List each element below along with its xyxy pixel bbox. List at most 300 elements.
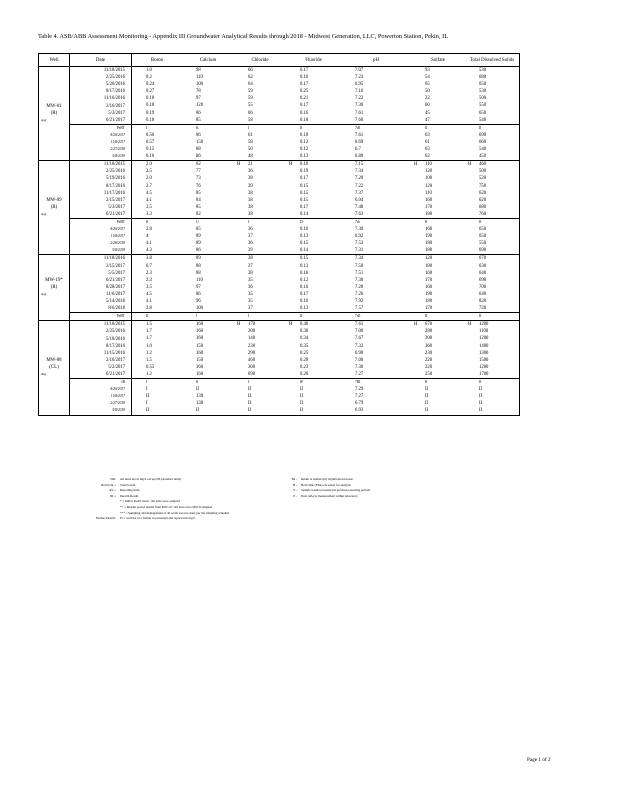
value-so: [411, 350, 465, 357]
value-text: 1300: [479, 350, 489, 356]
value-b: [132, 343, 183, 350]
value-text: 85: [196, 204, 201, 210]
value-text: 85: [196, 227, 201, 233]
value-cl: [234, 379, 286, 387]
value-text: 520: [479, 176, 487, 182]
value-so: [411, 102, 465, 109]
value-tds: [465, 400, 520, 407]
value-text: 1.2: [146, 350, 152, 356]
value-text: 6.80: [355, 154, 364, 160]
value-text: 2.8: [146, 306, 152, 312]
value-text: 77: [196, 169, 201, 175]
value-text: 50: [425, 89, 430, 95]
value-text: 85: [196, 190, 201, 196]
value-ca: [182, 211, 234, 219]
value-b: [132, 102, 183, 109]
value-text: 7.50: [355, 263, 364, 269]
sample-date: 11/16/2016: [70, 95, 132, 102]
value-text: 160: [196, 329, 204, 335]
value-ph: [341, 343, 411, 350]
page-number: Page 1 of 2: [527, 757, 551, 763]
well-gradient-tag: upgr: [41, 212, 47, 217]
value-text: II: [248, 387, 252, 393]
value-ph: [341, 211, 411, 219]
value-ph: [341, 146, 411, 153]
sample-date: IR: [70, 379, 132, 387]
note-key: Further Details:: [95, 516, 116, 521]
value-text: 63: [425, 132, 430, 138]
value-b: [132, 183, 183, 190]
value-text: 0.28: [300, 357, 309, 363]
table-row: [39, 407, 520, 415]
value-text: II: [300, 387, 304, 393]
value-so: [411, 139, 465, 146]
value-b: [132, 263, 183, 270]
value-b: [132, 277, 183, 284]
value-ph: [341, 305, 411, 313]
table-title: Table 4. ASB/ABB Assessment Monitoring - Appendix III Groundwater Analytical Results through 2018 - Midwest Generation, LLC, Powerton Station, Pekin, IL: [38, 33, 449, 40]
value-f: [286, 364, 341, 371]
value-tds: [465, 183, 520, 190]
value-so: [411, 371, 465, 379]
value-text: 50: [248, 147, 253, 153]
value-text: 0.16: [300, 270, 309, 276]
value-text: 4.5: [146, 291, 152, 297]
value-text: 1.7: [146, 336, 152, 342]
value-ca: [182, 183, 234, 190]
value-text: K: [196, 125, 199, 130]
value-text: 130: [196, 394, 204, 400]
value-so: [411, 335, 465, 342]
value-text: 7.61: [355, 110, 364, 116]
value-f: [286, 117, 341, 125]
legend-row: [39, 379, 520, 387]
value-b: [132, 305, 183, 313]
well-gradient-tag: upgr: [41, 118, 47, 123]
notes-right: [285, 477, 370, 499]
value-text: 0.19: [300, 169, 309, 175]
sample-date: 6/21/2017: [70, 371, 132, 379]
value-text: 160: [196, 350, 204, 356]
table-row: [39, 328, 520, 335]
value-text: 38: [248, 190, 253, 196]
notes-left: [82, 477, 229, 522]
table-row: [39, 197, 520, 204]
value-text: 7.57: [355, 306, 364, 312]
value-tds: [465, 233, 520, 240]
value-text: 73: [196, 176, 201, 182]
well-code: (R): [50, 205, 58, 211]
value-text: 170: [425, 204, 433, 210]
value-text: 62: [248, 75, 253, 81]
value-text: 61: [425, 139, 430, 145]
sample-date: 2/27/2018: [70, 400, 132, 407]
value-text: D: [300, 219, 303, 224]
value-ca: [182, 291, 234, 298]
table-row: [39, 284, 520, 291]
table-row: [39, 146, 520, 153]
sample-date: 8/17/2016: [70, 88, 132, 95]
value-text: 6.7: [355, 147, 361, 153]
value-text: 1.5: [146, 357, 152, 363]
value-text: 63: [425, 147, 430, 153]
value-cl: [234, 263, 286, 270]
value-text: 6.7: [146, 263, 152, 269]
value-b: [132, 110, 183, 117]
well-name: MW-09: [46, 198, 62, 204]
header-ph: pH: [341, 54, 411, 67]
value-text: 7.20: [355, 284, 364, 290]
value-text: 1500: [479, 357, 489, 363]
value-text: 0.12: [300, 139, 309, 145]
value-text: 1100: [479, 329, 489, 335]
value-text: 38: [248, 204, 253, 210]
value-text: 54: [425, 75, 430, 81]
value-b: [132, 218, 183, 226]
value-cl: [234, 218, 286, 226]
value-text: 0.18: [146, 103, 155, 109]
note-key: IR =: [110, 493, 116, 498]
value-text: 190: [425, 234, 433, 240]
sample-date: 5/3/2017: [70, 204, 132, 211]
value-ca: [182, 161, 234, 169]
value-cl: [234, 350, 286, 357]
value-text: 7rb: [355, 219, 360, 224]
value-text: 820: [479, 299, 487, 304]
value-text: 150: [196, 357, 204, 363]
sample-date: 5/2/2017: [70, 364, 132, 371]
well-id: [39, 67, 70, 161]
value-ca: [182, 321, 234, 329]
value-text: 7.61: [355, 322, 364, 328]
value-text: 130: [196, 401, 204, 407]
value-text: 98: [196, 68, 201, 73]
value-so: [411, 255, 465, 263]
value-so: [411, 88, 465, 95]
sample-date: PeBT: [70, 218, 132, 226]
table-row: [39, 305, 520, 313]
value-text: 64: [248, 82, 253, 88]
value-ph: [341, 139, 411, 146]
value-text: 7.61: [355, 132, 364, 138]
value-so: [411, 81, 465, 88]
note-text: All units are in mg/L except pH (standard units): [120, 477, 182, 481]
value-text: 100: [196, 306, 204, 312]
value-ca: [182, 270, 234, 277]
sample-date: 11/17/2016: [70, 190, 132, 197]
value-text: II: [300, 408, 304, 414]
value-text: 690: [479, 132, 487, 138]
value-f: [286, 110, 341, 117]
table-row: [39, 277, 520, 284]
value-so: [411, 343, 465, 350]
value-text: 230: [248, 343, 256, 349]
value-cl: [234, 240, 286, 247]
well-gradient-tag: dngr: [41, 372, 47, 377]
value-cl: [234, 190, 286, 197]
value-ca: [182, 313, 234, 321]
value-f: [286, 190, 341, 197]
note-key: Ba -: [291, 477, 297, 481]
value-ca: [182, 298, 234, 305]
value-so: [411, 284, 465, 291]
value-b: [132, 204, 183, 211]
value-text: 110: [425, 190, 432, 196]
value-text: 1.2: [146, 371, 152, 377]
value-so: [411, 197, 465, 204]
value-text: 7.29: [355, 387, 364, 393]
value-text: 62: [425, 154, 430, 160]
value-text: 7.07: [355, 68, 364, 73]
value-cl: [234, 132, 286, 139]
value-tds: [465, 139, 520, 146]
value-ca: [182, 240, 234, 247]
value-ca: [182, 284, 234, 291]
value-text: 7.22: [355, 183, 364, 189]
value-tds: [465, 335, 520, 342]
value-tds: [465, 240, 520, 247]
value-ph: [341, 183, 411, 190]
value-text: 7.60: [355, 117, 364, 123]
well-code: (R): [50, 111, 58, 117]
value-ca: [182, 277, 234, 284]
value-text: I: [146, 387, 148, 393]
value-b: [132, 124, 183, 132]
value-ca: [182, 74, 234, 81]
value-ph: [341, 321, 411, 329]
value-text: 7.30: [355, 277, 364, 283]
value-tds: [465, 379, 520, 387]
value-so: [411, 240, 465, 247]
sample-date: 11/6/2017: [70, 291, 132, 298]
header-well: Well: [39, 54, 70, 67]
value-ph: [341, 161, 411, 169]
value-so: [411, 400, 465, 407]
value-text: II: [479, 401, 483, 407]
value-text: 620: [479, 197, 487, 203]
value-tds: [465, 218, 520, 226]
value-text: II: [425, 394, 429, 400]
value-text: 7.48: [355, 204, 364, 210]
note-text: Trend result: [120, 482, 136, 487]
sample-date: 8/17/2016: [70, 343, 132, 350]
well-name: MW-19*: [45, 278, 63, 284]
value-text: 7.27: [355, 394, 364, 400]
value-tds: [465, 298, 520, 305]
table-row: [39, 350, 520, 357]
header-fluoride: Fluoride: [286, 54, 341, 67]
table-row: [39, 153, 520, 161]
value-text: 86: [196, 248, 201, 254]
value-ca: [182, 364, 234, 371]
value-ca: [182, 247, 234, 255]
well-name: MW-08: [46, 358, 62, 364]
value-text: II: [196, 408, 200, 414]
value-text: 120: [425, 169, 433, 175]
value-cl: [234, 357, 286, 364]
value-text: 1200: [479, 322, 489, 328]
value-text: 2.8: [146, 227, 152, 233]
sample-date: 11/18/2015: [70, 161, 132, 169]
value-text: 680: [479, 204, 487, 210]
value-text: 4.5: [146, 190, 152, 196]
sample-date: 2/15/2017: [70, 263, 132, 270]
value-text: 460: [248, 357, 256, 363]
value-text: 76: [196, 183, 201, 189]
value-text: 0.13: [300, 263, 309, 269]
value-ph: [341, 379, 411, 387]
value-tds: [465, 407, 520, 415]
note-text: * = Initial Trend result / All sites were sampled: [120, 499, 180, 504]
value-text: 0.23: [300, 364, 309, 370]
value-cl: [234, 168, 286, 175]
value-text: 58: [248, 117, 253, 123]
value-text: 66: [248, 68, 253, 73]
value-b: [132, 139, 183, 146]
value-text: 650: [479, 110, 487, 116]
value-text: 170: [425, 306, 433, 312]
qualifier-flag: H: [289, 322, 293, 328]
value-text: 89: [196, 256, 201, 262]
header-sulfate: Sulfate: [411, 54, 465, 67]
value-ph: [341, 364, 411, 371]
value-text: 3.8: [146, 256, 152, 262]
value-b: [132, 313, 183, 321]
legend-row: [39, 124, 520, 132]
value-ca: [182, 233, 234, 240]
value-ca: [182, 305, 234, 313]
value-text: 7.37: [355, 190, 364, 196]
value-text: I: [196, 314, 198, 319]
value-text: 38: [248, 211, 253, 217]
value-f: [286, 350, 341, 357]
value-text: 86: [196, 291, 201, 297]
value-text: 0.25: [300, 350, 309, 356]
value-text: 100: [425, 176, 433, 182]
value-text: 85: [196, 117, 201, 123]
note-text: Data reflects measurement within laboratory: [301, 493, 358, 498]
value-text: II: [479, 125, 482, 130]
note-key: Nm:: [110, 477, 116, 481]
value-cl: [234, 88, 286, 95]
sample-date: 5/18/2016: [70, 335, 132, 342]
value-f: [286, 335, 341, 342]
value-ca: [182, 357, 234, 364]
value-cl: [234, 226, 286, 233]
value-f: [286, 153, 341, 161]
value-text: 110: [196, 277, 203, 283]
value-ca: [182, 379, 234, 387]
table-row: [39, 270, 520, 277]
value-b: [132, 328, 183, 335]
value-text: 86: [196, 110, 201, 116]
value-f: [286, 175, 341, 182]
value-text: 7.00: [355, 357, 364, 363]
value-b: [132, 197, 183, 204]
value-cl: [234, 153, 286, 161]
value-ca: [182, 146, 234, 153]
value-b: [132, 132, 183, 139]
value-text: II: [196, 380, 199, 385]
sample-date: 6/21/2017: [70, 117, 132, 125]
value-text: 500: [479, 96, 487, 102]
value-ph: [341, 328, 411, 335]
value-text: 6.94: [355, 197, 364, 203]
qualifier-flag: H: [468, 162, 472, 168]
value-text: 1200: [479, 364, 489, 370]
value-text: 3.5: [146, 204, 152, 210]
value-f: [286, 247, 341, 255]
value-f: [286, 74, 341, 81]
value-text: 38: [248, 270, 253, 276]
header-row: [39, 54, 520, 67]
value-ph: [341, 95, 411, 102]
value-text: II: [248, 408, 252, 414]
legend-row: [39, 313, 520, 321]
value-so: [411, 168, 465, 175]
sample-date: 2/27/2018: [70, 146, 132, 153]
value-cl: [234, 81, 286, 88]
value-so: [411, 270, 465, 277]
value-b: [132, 211, 183, 219]
header-tds: Total Dissolved Solids: [465, 54, 520, 67]
value-text: 36: [248, 169, 253, 175]
value-tds: [465, 146, 520, 153]
value-text: I: [146, 380, 148, 385]
value-text: 180: [425, 211, 433, 217]
value-text: 7.53: [355, 241, 364, 247]
well-name: MW-01: [46, 104, 62, 110]
value-text: 55: [248, 103, 253, 109]
value-cl: [234, 95, 286, 102]
value-text: 640: [479, 291, 487, 297]
value-text: 7.27: [355, 371, 364, 377]
value-text: 160: [425, 270, 433, 276]
header-date: Date: [70, 54, 132, 67]
value-tds: [465, 247, 520, 255]
header-chloride: Chloride: [234, 54, 286, 67]
value-text: IF: [300, 380, 304, 385]
value-text: 7.32: [355, 343, 364, 349]
value-text: 0.17: [300, 103, 309, 109]
value-so: [411, 247, 465, 255]
sample-date: 8/17/2016: [70, 183, 132, 190]
value-text: 0.20: [300, 371, 309, 377]
value-tds: [465, 277, 520, 284]
value-f: [286, 146, 341, 153]
value-f: [286, 343, 341, 350]
value-text: 1.5: [146, 322, 152, 328]
value-text: U: [196, 219, 199, 224]
value-cl: [234, 343, 286, 350]
value-text: 7.30: [355, 103, 364, 109]
value-text: 100: [196, 82, 204, 88]
table-row: [39, 81, 520, 88]
value-cl: [234, 371, 286, 379]
value-ph: [341, 291, 411, 298]
sample-date: 8/20/2017: [70, 386, 132, 393]
value-tds: [465, 386, 520, 393]
value-so: [411, 153, 465, 161]
sample-date: 5/19/2016: [70, 175, 132, 182]
value-ca: [182, 343, 234, 350]
value-text: II: [300, 401, 304, 407]
value-ph: [341, 298, 411, 305]
value-tds: [465, 321, 520, 329]
note-text: Result is statistically significant increase: [301, 477, 353, 481]
value-so: [411, 407, 465, 415]
value-text: II: [146, 314, 149, 319]
